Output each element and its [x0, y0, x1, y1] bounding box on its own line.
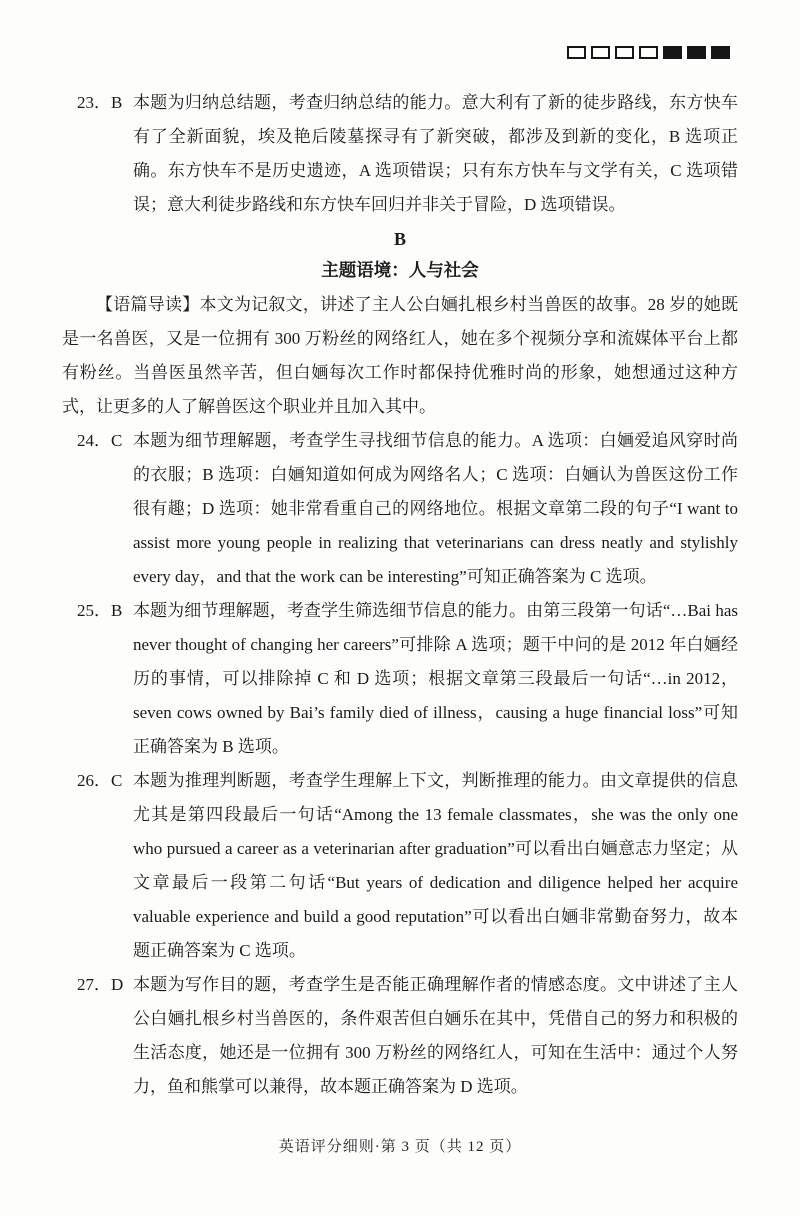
outline-mark — [591, 46, 610, 59]
answer-item-24 — [62, 424, 738, 594]
answer-number: 27．D — [77, 975, 124, 994]
answer-item-26 — [62, 764, 738, 968]
outline-mark — [639, 46, 658, 59]
page-content — [62, 86, 738, 1104]
answer-explanation: 本题为归纳总结题，考查归纳总结的能力。意大利有了新的徒步路线，东方快车有了全新面貌，埃及艳后陵墓探寻有了新突破，都涉及到新的变化，B 选项正确。东方快车不是历史遗迹，A 选项错误；只有东方快车与文学有关，C 选项错误；意大利徒步路线和东方快车回归并非关于冒险，D 选项错误。 — [133, 93, 738, 214]
passage-intro: 【语篇导读】本文为记叙文，讲述了主人公白婳扎根乡村当兽医的故事。28 岁的她既是一名兽医，又是一位拥有 300 万粉丝的网络红人，她在多个视频分享和流媒体平台上都有粉丝。当兽医虽然辛苦，但白婳每次工作时都保持优雅时尚的形象，她想通过这种方式，让更多的人了解兽医这个职业并且加入其中。 — [62, 295, 738, 416]
filled-mark — [687, 46, 706, 59]
answer-item-25 — [62, 594, 738, 764]
answer-item-27 — [62, 968, 738, 1104]
outline-mark — [567, 46, 586, 59]
answer-explanation: 本题为推理判断题，考查学生理解上下文，判断推理的能力。由文章提供的信息尤其是第四段最后一句话“Among the 13 female classmates，she was the only one who pursued a career as a veterinarian after graduation”可以看出白婳意志力坚定；从文章最后一段第二句话“But years of dedication and diligence helped her acquire valuable experience and build a good reputation”可以看出白婳非常勤奋努力，故本题正确答案为 C 选项。 — [133, 771, 738, 960]
answer-explanation: 本题为细节理解题，考查学生寻找细节信息的能力。A 选项：白婳爱追风穿时尚的衣服；B 选项：白婳知道如何成为网络名人；C 选项：白婳认为兽医这份工作很有趣；D 选项：她非常看重自己的网络地位。根据文章第二段的句子“I want to assist more young people in realizing that veterinarians can dress neatly and stylishly every day，and that the work can be interesting”可知正确答案为 C 选项。 — [133, 431, 738, 586]
theme-heading: 主题语境：人与社会 — [321, 260, 479, 280]
answer-explanation: 本题为写作目的题，考查学生是否能正确理解作者的情感态度。文中讲述了主人公白婳扎根乡村当兽医的，条件艰苦但白婳乐在其中，凭借自己的努力和积极的生活态度，她还是一位拥有 300 万粉丝的网络红人，可知在生活中：通过个人努力，鱼和熊掌可以兼得，故本题正确答案为 D 选项。 — [133, 975, 738, 1096]
filled-mark — [663, 46, 682, 59]
answer-number: 26．C — [77, 771, 123, 790]
answer-explanation: 本题为细节理解题，考查学生筛选细节信息的能力。由第三段第一句话“…Bai has never thought of changing her careers”可排除 A 选项；题干中问的是 2012 年白婳经历的事情，可以排除掉 C 和 D 选项；根据文章第三段最后一句话“…in 2012，seven cows owned by Bai’s family died of illness，causing a huge financial loss”可知正确答案为 B 选项。 — [133, 601, 738, 756]
answer-item-23 — [62, 86, 738, 222]
filled-mark — [711, 46, 730, 59]
section-letter: B — [393, 229, 406, 249]
answer-number: 23．B — [77, 93, 123, 112]
printer-marks — [567, 46, 730, 59]
answer-number: 24．C — [77, 431, 123, 450]
outline-mark — [615, 46, 634, 59]
page-footer: 英语评分细则·第 3 页（共 12 页） — [278, 1139, 522, 1155]
answer-number: 25．B — [77, 601, 123, 620]
